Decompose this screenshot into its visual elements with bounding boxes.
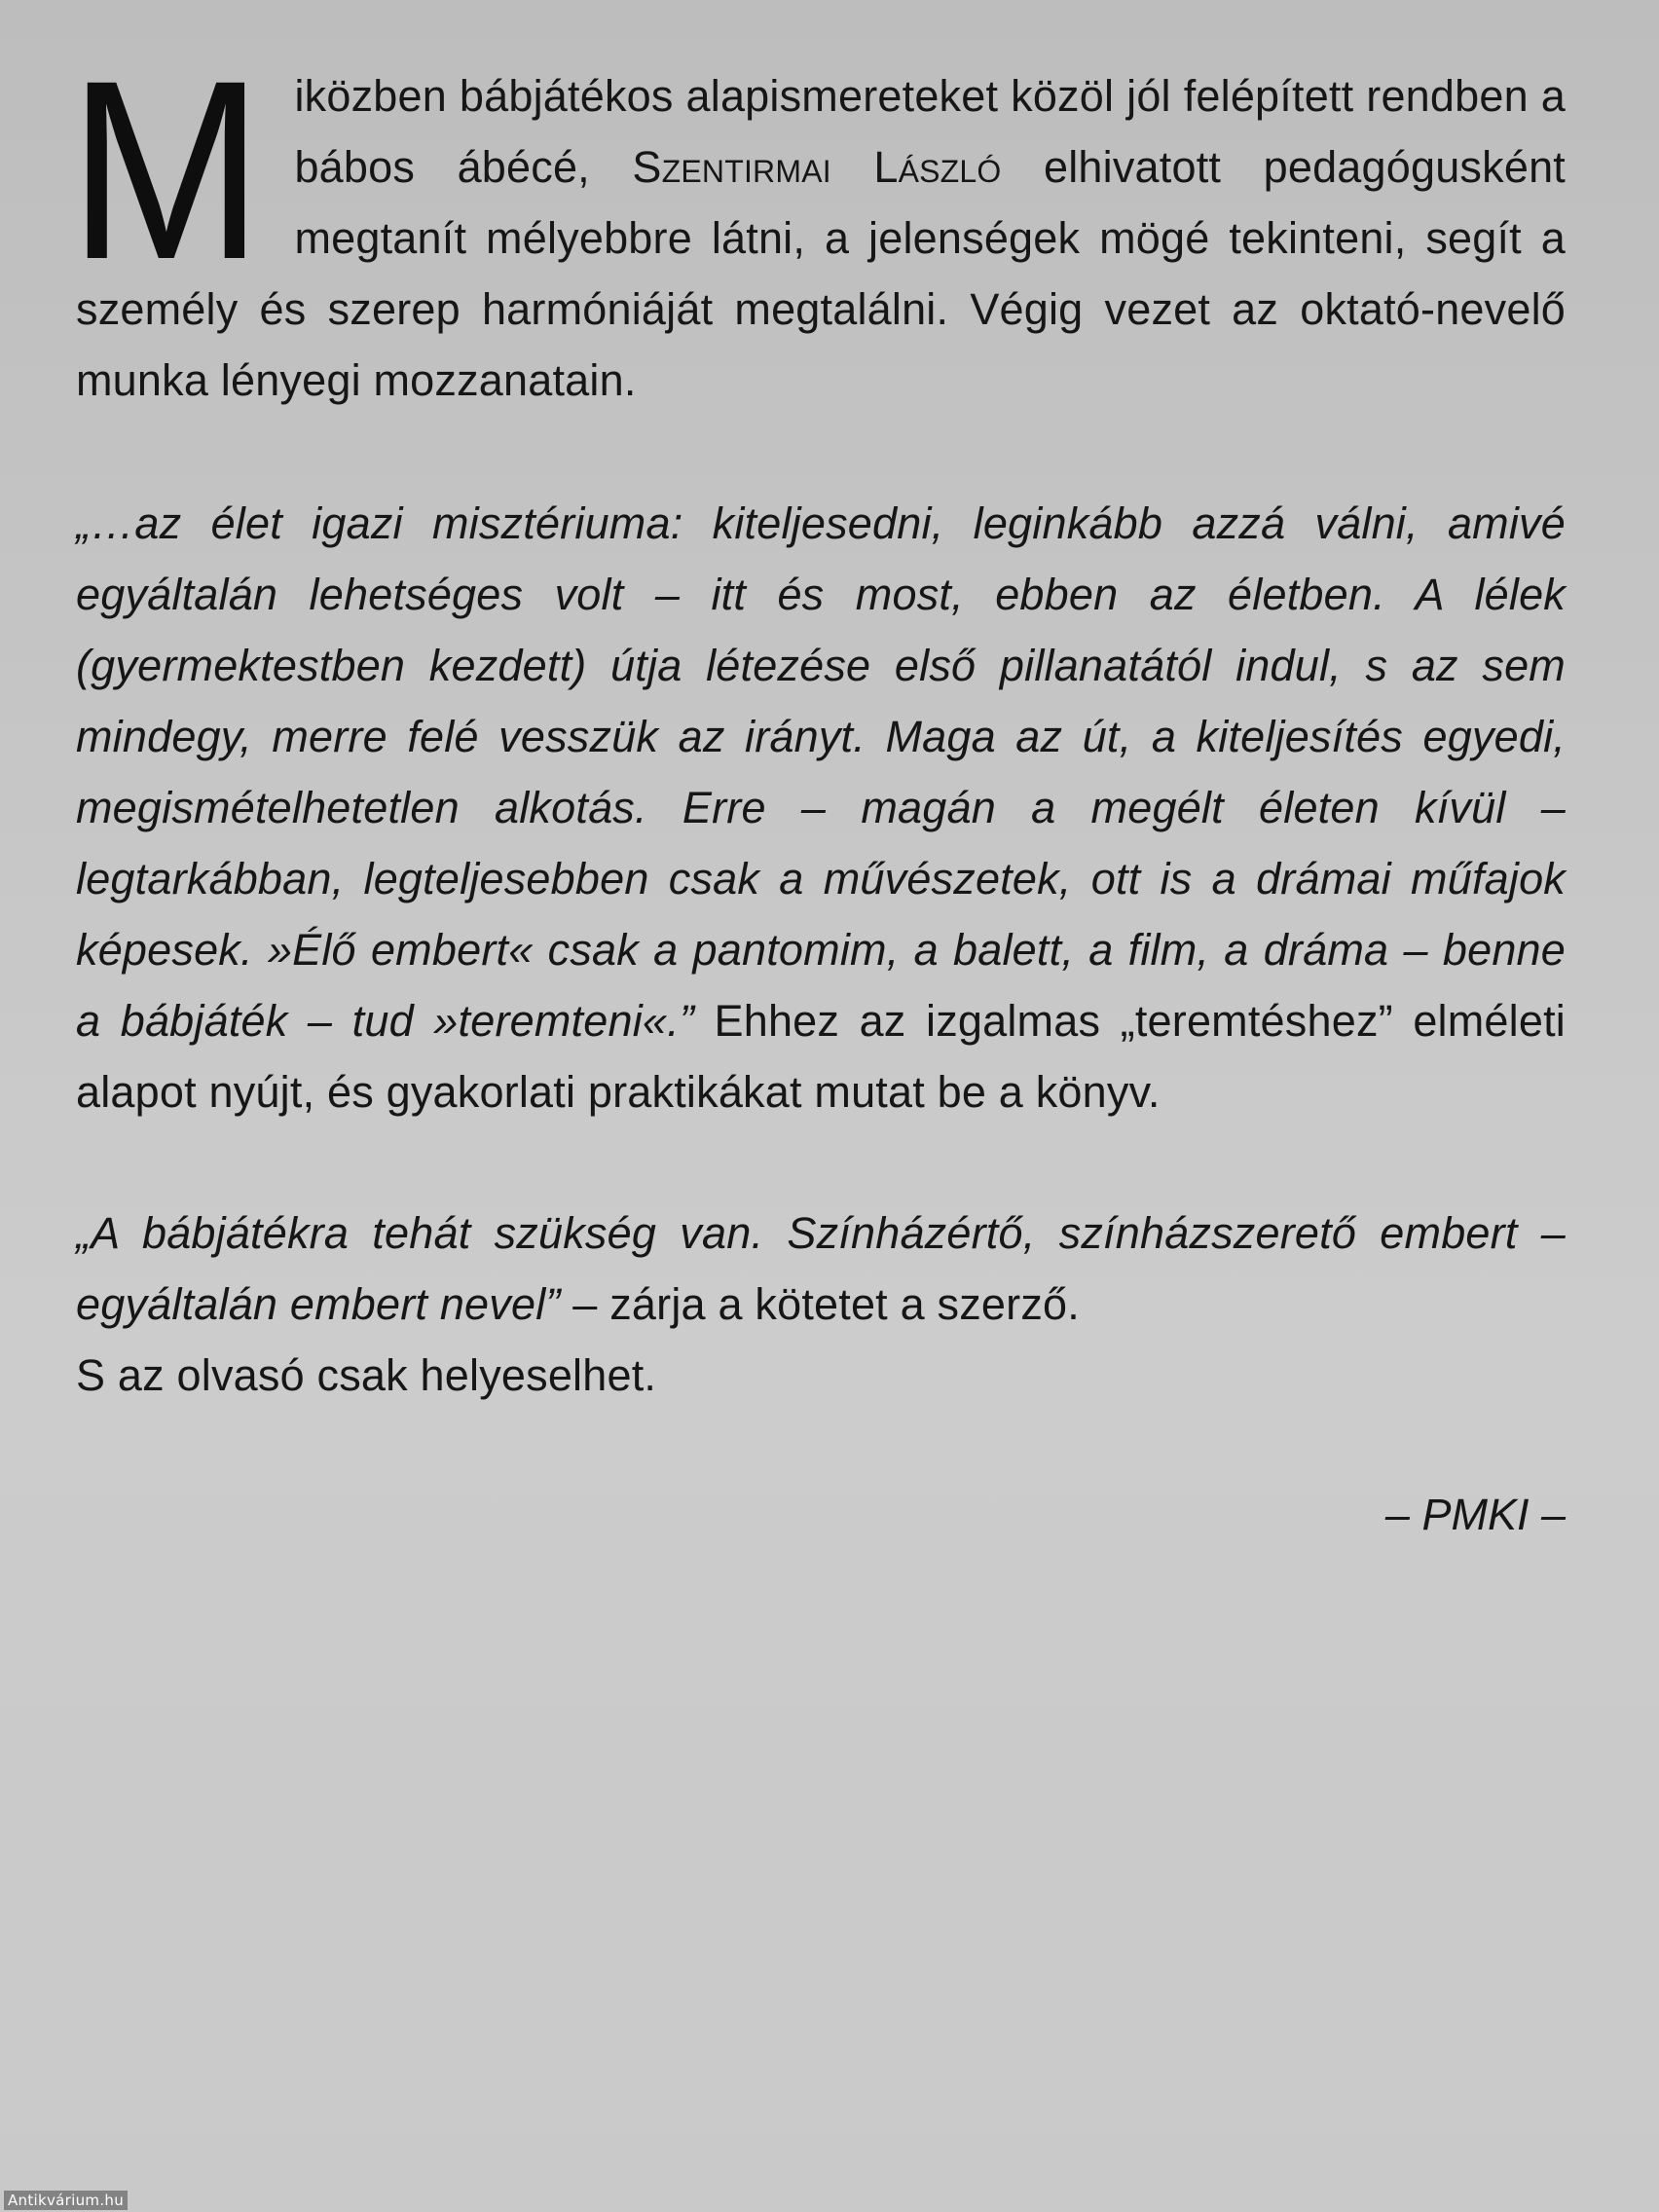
intro-text-end: elhivatott pedagógusként megtanít mélyebbre látni, a jelenségek mögé tekinteni, segít a személy és szerep harmóniáját megtalálni. Végig vezet az oktató-nevelő munka lényegi mozzanatain. [76, 142, 1566, 405]
text-block [68, 27, 1566, 1550]
quote-paragraph-2 [76, 1198, 1566, 1411]
intro-paragraph [68, 27, 1566, 416]
closing-sentence: S az olvasó csak helyeselhet. [76, 1350, 657, 1400]
watermark: Antikvárium.hu [4, 2191, 128, 2210]
quote-1-italic: „…az élet igazi misztériuma: kiteljesedni, leginkább azzá válni, amivé egyáltalán lehetséges volt – itt és most, ebben az életben. A lélek (gyermektestben kezdett) útja létezése első pillanatától indul, s az sem mindegy, merre felé vesszük az irányt. Maga az út, a kiteljesítés egyedi, megismételhetetlen alkotás. Erre – magán a megélt életen kívül – legtarkábban, legteljesebben csak a művészetek, ott is a drámai műfajok képesek. »Élő embert« csak a pantomim, a balett, a film, a dráma – benne a bábjáték – tud »teremteni«.” [76, 498, 1566, 1046]
intro-text-start: iközben bábjátékos alapismereteket közöl jól felépített rendben a bábos ábécé, [294, 71, 1566, 192]
drop-cap-letter: M [68, 27, 264, 313]
quote-paragraph-1 [76, 488, 1566, 1127]
quote-2-plain: – zárja a kötetet a szerző. [560, 1279, 1080, 1329]
author-name: Szentirmai László [632, 142, 1002, 192]
quote-1-plain: Ehhez az izgalmas „teremtéshez” elméleti alapot nyújt, és gyakorlati praktikákat mutat be a könyv. [76, 996, 1566, 1117]
quote-2-italic: „A bábjátékra tehát szükség van. Színházértő, színházszerető embert – egyáltalán embert nevel” [76, 1208, 1566, 1329]
signature: – PMKI – [1384, 1490, 1566, 1539]
